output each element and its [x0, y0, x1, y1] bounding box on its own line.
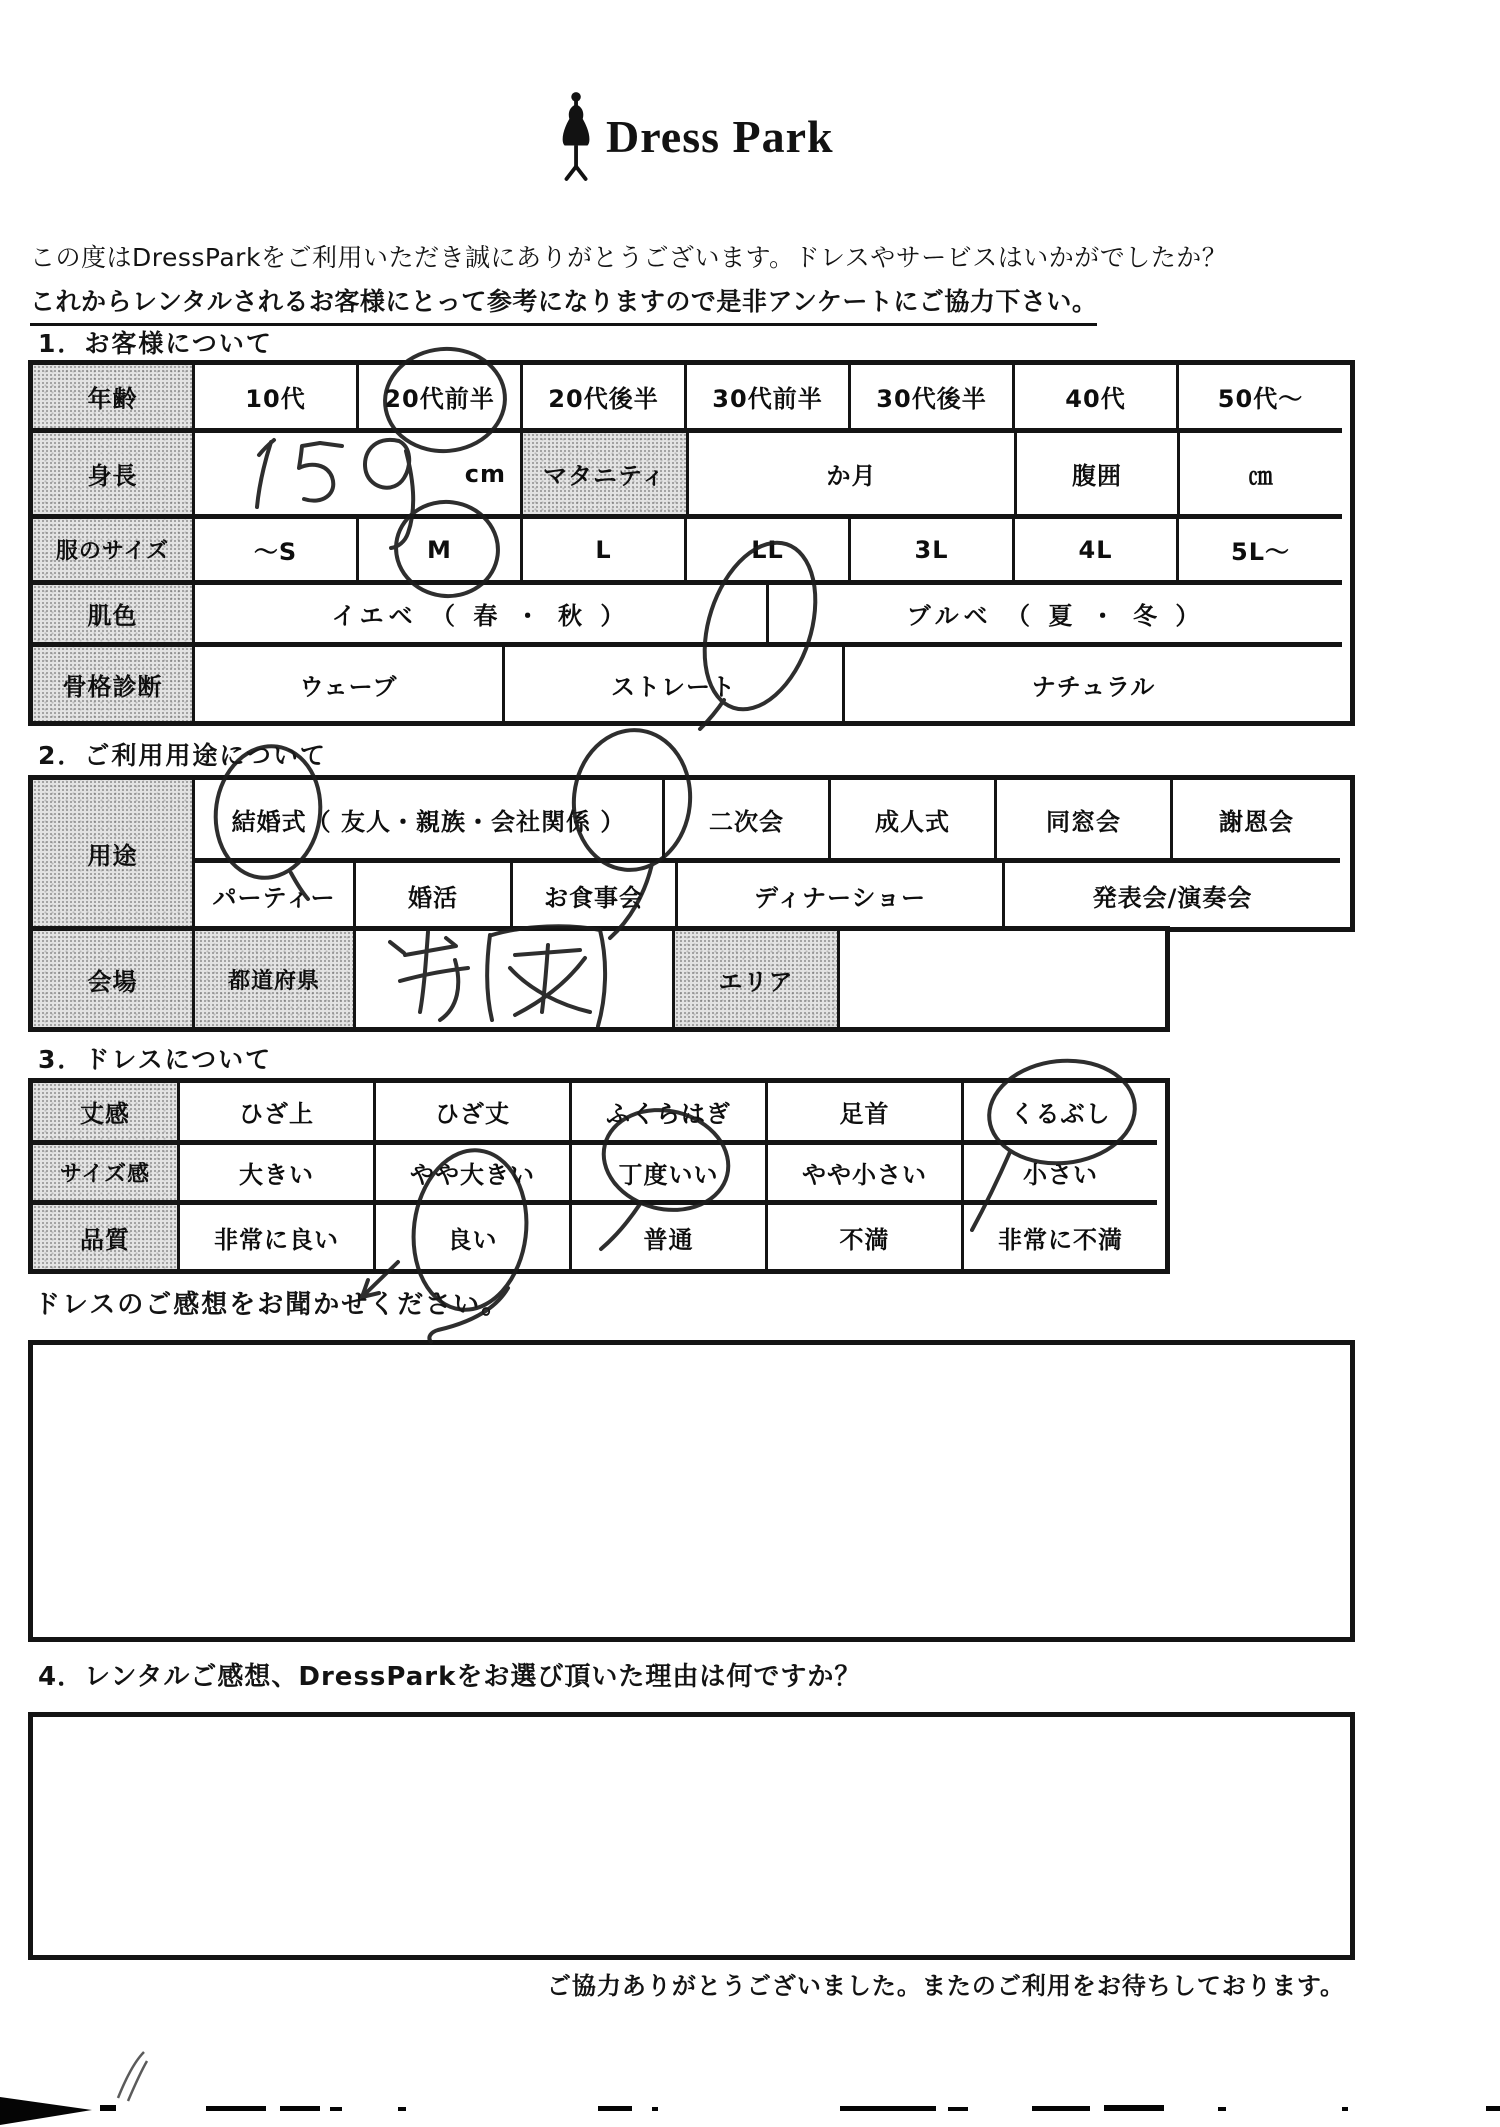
comment-box-dress — [28, 1340, 1355, 1642]
row-header-length: 丈感 — [33, 1083, 180, 1145]
option-cell: ～S — [195, 519, 359, 585]
waist-unit-cell: ㎝ — [1180, 433, 1342, 519]
skin-row — [33, 585, 1350, 647]
venue-table — [28, 926, 1170, 1032]
waist-label-cell: 腹囲 — [1017, 433, 1180, 519]
height-value-cell — [195, 433, 523, 519]
height-unit-label: cm — [464, 459, 506, 488]
section1-heading: 1．お客様について — [38, 329, 273, 358]
comment-box-rental — [28, 1712, 1355, 1960]
option-cell: パーティー — [195, 863, 356, 927]
option-cell: 50代～ — [1179, 365, 1342, 433]
option-cell: やや小さい — [768, 1145, 964, 1205]
option-cell: ひざ丈 — [376, 1083, 572, 1145]
option-cell: LL — [687, 519, 851, 585]
fit-row — [33, 1145, 1165, 1205]
option-cell: 5L～ — [1179, 519, 1342, 585]
option-cell: 30代前半 — [687, 365, 851, 433]
option-cell: 不満 — [768, 1205, 964, 1269]
option-cell: イエベ （ 春 ・ 秋 ） — [195, 585, 769, 647]
footer-thanks: ご協力ありがとうございました。またのご利用をお待ちしております。 — [546, 1972, 1345, 2000]
row-header-size: 服のサイズ — [33, 519, 195, 585]
section3-heading: 3．ドレスについて — [38, 1045, 273, 1074]
option-cell: やや大きい — [376, 1145, 572, 1205]
length-row — [33, 1083, 1165, 1145]
purpose-table — [28, 775, 1355, 932]
option-cell: 同窓会 — [997, 780, 1173, 863]
option-cell: 10代 — [195, 365, 359, 433]
venue-row — [33, 931, 1165, 1027]
dress-comment-prompt: ドレスのご感想をお聞かせください。 — [34, 1290, 510, 1320]
option-cell: お食事会 — [513, 863, 678, 927]
option-cell: ナチュラル — [1031, 672, 1156, 701]
option-cell: 非常に良い — [180, 1205, 376, 1269]
prefecture-value-cell — [356, 931, 675, 1027]
dress-form-icon — [556, 88, 598, 184]
option-cell: 非常に不満 — [998, 1225, 1123, 1254]
option-quality-good: 良い — [376, 1205, 572, 1269]
scan-artifact-scratch — [118, 2052, 147, 2101]
option-age-20s-early: 20代前半 — [359, 365, 523, 433]
option-skeleton-straight: ストレート — [505, 647, 845, 721]
row-header-height: 身長 — [33, 433, 195, 519]
quality-row — [33, 1205, 1165, 1269]
option-cell: ふくらはぎ — [572, 1083, 768, 1145]
area-label-cell: エリア — [675, 931, 840, 1027]
option-wedding: 結婚式（ 友人・親族・会社関係 ） — [195, 780, 665, 863]
option-cell: 婚活 — [356, 863, 513, 927]
option-size-m: M — [359, 519, 523, 585]
prefecture-label-cell: 都道府県 — [195, 931, 356, 1027]
area-value-cell — [840, 931, 1155, 1027]
option-cell: 3L — [851, 519, 1015, 585]
row-header-venue: 会場 — [33, 931, 195, 1027]
option-cell: 40代 — [1015, 365, 1179, 433]
intro-line-2: これからレンタルされるお客様にとって参考になりますので是非アンケートにご協力下さい。 — [30, 282, 1097, 326]
intro-line-1: この度はDressParkをご利用いただき誠にありがとうございます。ドレスやサービスはいかがでしたか？ — [30, 243, 1228, 272]
purpose-row-1 — [195, 780, 1340, 863]
row-header-skin: 肌色 — [33, 585, 195, 647]
scan-artifact-bottom-edge — [0, 2097, 1500, 2125]
maternity-cell: マタニティ — [523, 433, 689, 519]
dress-table — [28, 1078, 1170, 1274]
option-cell: 大きい — [180, 1145, 376, 1205]
brand-name: Dress Park — [606, 110, 834, 162]
section4-heading: 4．レンタルご感想、DressParkをお選び頂いた理由は何ですか？ — [38, 1662, 862, 1692]
row-header-age: 年齢 — [33, 365, 195, 433]
row-header-purpose: 用途 — [33, 780, 195, 927]
option-cell: ウェーブ — [195, 647, 505, 721]
option-length-ankle: くるぶし — [964, 1083, 1157, 1145]
option-cell: 成人式 — [831, 780, 997, 863]
height-row — [33, 433, 1350, 519]
section2-heading: 2．ご利用用途について — [38, 741, 327, 770]
option-cell: 足首 — [768, 1083, 964, 1145]
option-cell: 発表会/演奏会 — [1092, 883, 1253, 912]
logo — [556, 88, 834, 184]
customer-table — [28, 360, 1355, 726]
option-fit-just-right: 丁度いい — [572, 1145, 768, 1205]
option-cell: ブルベ （ 夏 ・ 冬 ） — [769, 585, 1342, 647]
option-cell: 謝恩会 — [1173, 780, 1340, 863]
option-cell: 普通 — [572, 1205, 768, 1269]
months-cell: か月 — [689, 433, 1017, 519]
option-cell: 二次会 — [665, 780, 831, 863]
row-header-quality: 品質 — [33, 1205, 180, 1269]
age-row — [33, 365, 1350, 433]
option-cell: L — [523, 519, 687, 585]
row-header-skeleton: 骨格診断 — [33, 647, 195, 721]
size-row — [33, 519, 1350, 585]
row-header-fit: サイズ感 — [33, 1145, 180, 1205]
option-cell: ひざ上 — [180, 1083, 376, 1145]
option-cell: 20代後半 — [523, 365, 687, 433]
option-cell: 4L — [1015, 519, 1179, 585]
purpose-row-2 — [195, 863, 1340, 927]
option-cell: 小さい — [964, 1145, 1157, 1205]
skeleton-row — [33, 647, 1350, 721]
option-cell: ディナーショー — [678, 863, 1005, 927]
option-cell: 30代後半 — [851, 365, 1015, 433]
